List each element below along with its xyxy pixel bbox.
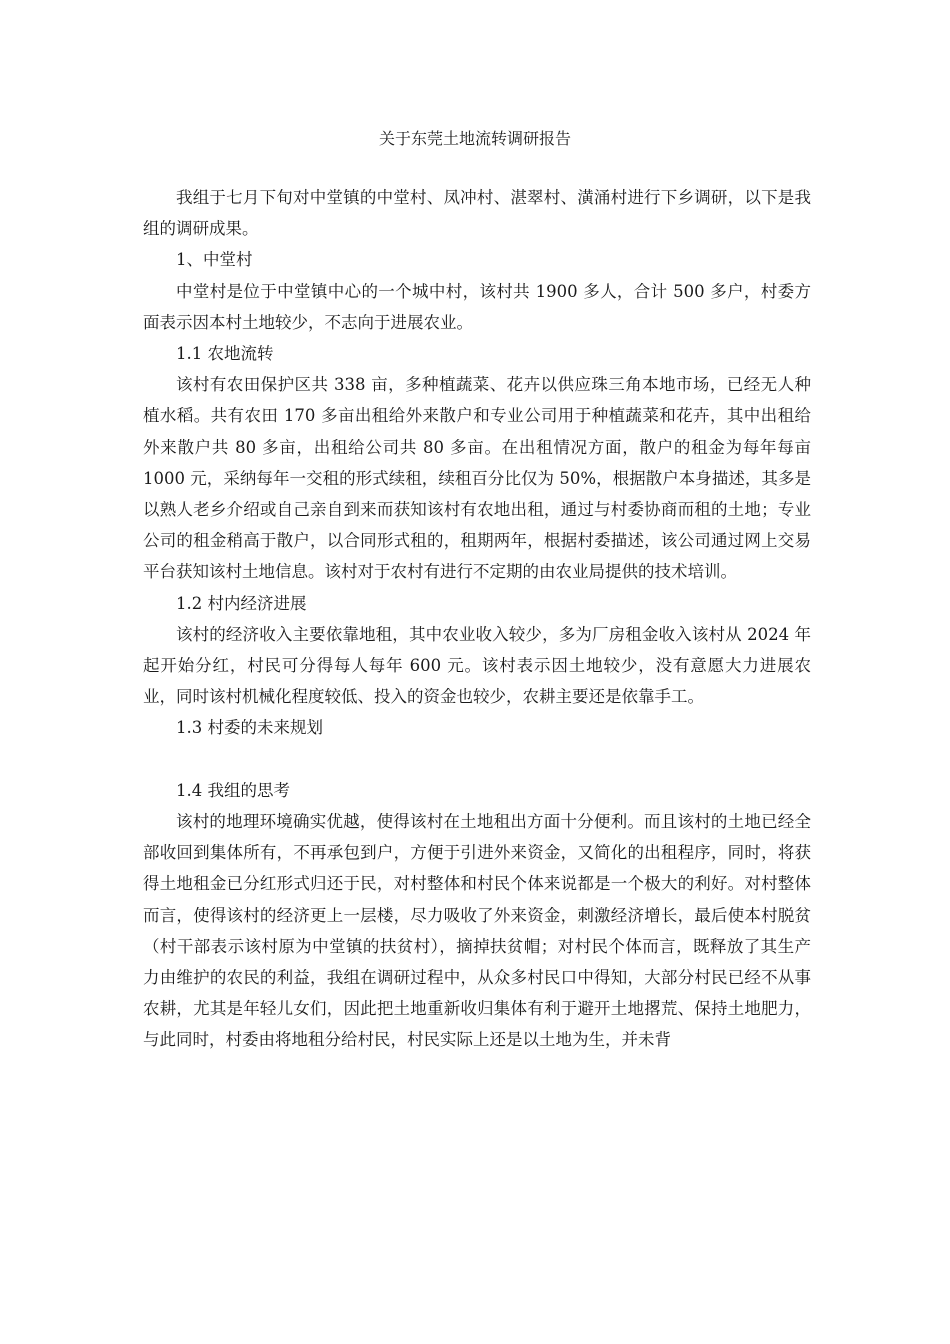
section-heading-1-1: 1.1 农地流转 <box>176 344 274 364</box>
paragraph-intro: 我组于七月下旬对中堂镇的中堂村、凤冲村、湛翠村、潢涌村进行下乡调研，以下是我组的调研成果。 <box>143 188 811 239</box>
section-heading-1-4: 1.4 我组的思考 <box>176 780 290 800</box>
section-heading-1-2: 1.2 村内经济进展 <box>176 593 307 613</box>
section-heading-1-3: 1.3 村委的未来规划 <box>176 718 323 738</box>
document-title: 关于东莞土地流转调研报告 <box>378 129 571 148</box>
blank-line <box>143 744 811 775</box>
section-heading-1: 1、中堂村 <box>176 250 253 270</box>
paragraph-1: 中堂村是位于中堂镇中心的一个城中村，该村共 1900 多人，合计 500 多户，村委方面表示因本村土地较少，不志向于进展农业。 <box>143 281 811 332</box>
paragraph-1-2: 该村的经济收入主要依靠地租，其中农业收入较少，多为厂房租金收入该村从 2024 年起开始分红，村民可分得每人每年 600 元。该村表示因土地较少，没有意愿大力进展农业，同时该村机械化程度较低、投入的资金也较少，农耕主要还是依靠手工。 <box>143 624 811 707</box>
paragraph-1-4: 该村的地理环境确实优越，使得该村在土地租出方面十分便利。而且该村的土地已经全部收回到集体所有，不再承包到户，方便于引进外来资金，又简化的出租程序，同时，将获得土地租金已分红形式归还于民，对村整体和村民个体来说都是一个极大的利好。对村整体而言，使得该村的经济更上一层楼，尽力吸收了外来资金，刺激经济增长，最后使本村脱贫（村干部表示该村原为中堂镇的扶贫村），摘掉扶贫帽；对村民个体而言，既释放了其生产力由维护的农民的利益，我组在调研过程中，从众多村民口中得知，大部分村民已经不从事农耕，尤其是年轻儿女们，因此把土地重新收归集体有利于避开土地撂荒、保持土地肥力，与此同时，村委由将地租分给村民，村民实际上还是以土地为生，并未背 <box>143 812 811 1050</box>
paragraph-1-1: 该村有农田保护区共 338 亩，多种植蔬菜、花卉以供应珠三角本地市场，已经无人种植水稻。共有农田 170 多亩出租给外来散户和专业公司用于种植蔬菜和花卉，其中出租给外来散户共 80 多亩，出租给公司共 80 多亩。在出租情况方面，散户的租金为每年每亩 1000 元，采纳每年一交租的形式续租，续租百分比仅为 50%，根据散户本身描述，其多是以熟人老乡介绍或自己亲自到来而获知该村有农地出租，通过与村委协商而租的土地；专业公司的租金稍高于散户，以合同形式租的，租期两年，根据村委描述，该公司通过网上交易平台获知该村土地信息。该村对于农村有进行不定期的由农业局提供的技术培训。 <box>143 375 811 582</box>
document-body <box>143 182 811 1056</box>
